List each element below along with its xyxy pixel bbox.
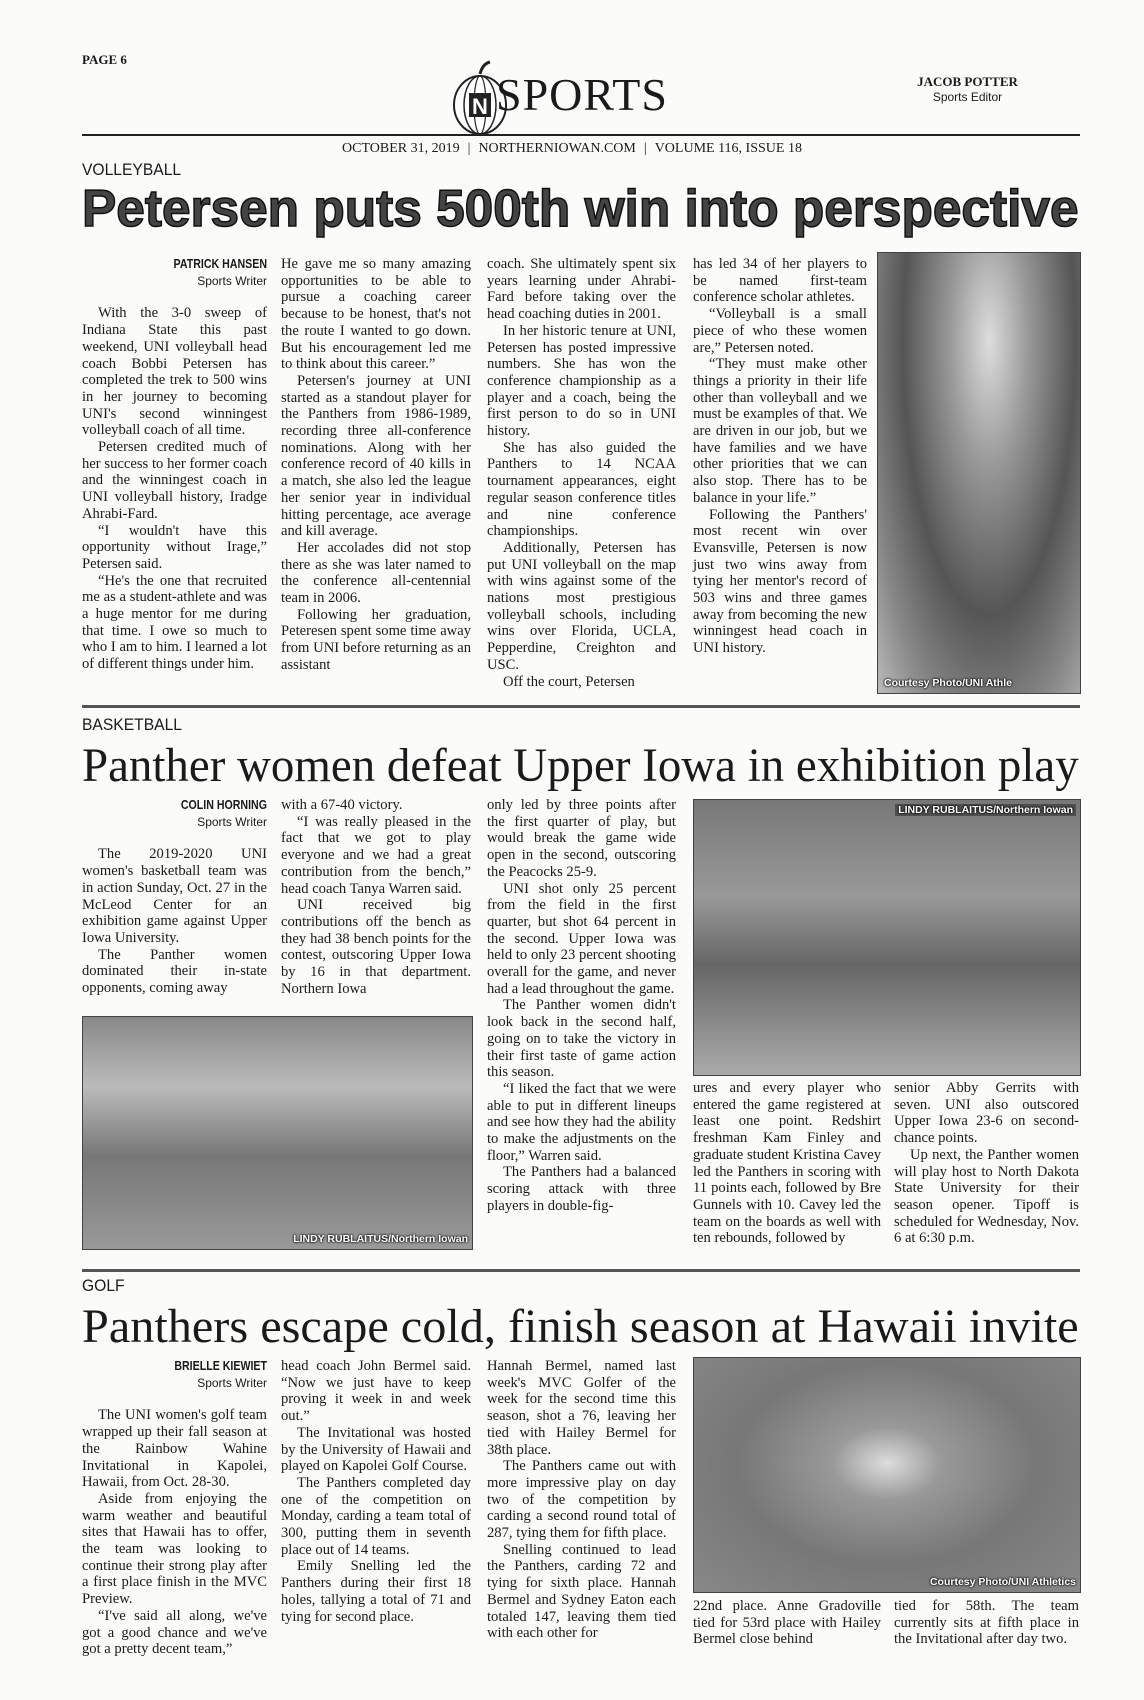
website-link[interactable]: NORTHERNIOWAN.COM xyxy=(478,141,636,156)
byline xyxy=(82,1358,267,1391)
paragraph-continued: senior Abby Gerrits with seven. UNI also outscored Upper Iowa 23-6 on second-chance points. xyxy=(894,1080,1079,1147)
article-column xyxy=(894,1080,1079,1247)
paragraph: Petersen credited much of her success to her former coach and the winningest coach in UNI volleyball history, Iradge Ahrabi-Fard. xyxy=(82,439,267,522)
section-kicker-golf: GOLF xyxy=(82,1276,125,1295)
article-column xyxy=(82,1358,267,1658)
paragraph: The Panther women dominated their in-state opponents, coming away xyxy=(82,946,267,997)
paragraph: “I've said all along, we've got a good chance and we've got a pretty decent team,” xyxy=(82,1607,267,1658)
article-column xyxy=(281,256,471,674)
headline-volleyball: Petersen puts 500th win into perspective xyxy=(82,180,1079,238)
paragraph: The 2019-2020 UNI women's basketball team was in action Sunday, Oct. 27 in the McLeod Center for an exhibition game against Upper Iowa University. xyxy=(82,846,267,946)
section-divider xyxy=(82,1269,1080,1272)
article-column xyxy=(693,1080,881,1247)
author-name: BRIELLE KIEWIET xyxy=(174,1359,267,1373)
paragraph-continued: Hannah Bermel, named last week's MVC Golfer of the week for the second time this season, shot a 76, leaving her tied with Hailey Bermel for 38th place. xyxy=(487,1358,676,1458)
editor-credit xyxy=(900,74,1035,104)
paragraph: UNI received big contributions off the bench as they had 38 bench points for the contest, outscoring Upper Iowa by 16 in that department. Northern Iowa xyxy=(281,897,471,997)
paragraph: Additionally, Petersen has put UNI volleyball on the map with wins against some of the nations most prestigious volleyball schools, including wins over Florida, UCLA, Pepperdine, Creighton and USC. xyxy=(487,539,676,673)
paragraph: Off the court, Petersen xyxy=(503,673,635,690)
paragraph: Snelling continued to lead the Panthers, carding 72 and tying for sixth place. Hannah Bermel and Sydney Eaton each totaled 147, leaving them tied with each other for xyxy=(487,1541,676,1642)
article-column xyxy=(82,797,267,997)
issue-date: OCTOBER 31, 2019 xyxy=(342,141,460,156)
paragraph-continued: coach. She ultimately spent six years learning under Ahrabi-Fard before taking over the head coaching duties in 2001. xyxy=(487,256,676,323)
team-huddle-photo xyxy=(693,799,1081,1076)
paragraph: Emily Snelling led the Panthers during their first 18 holes, tallying a total of 71 and tying for second place. xyxy=(281,1558,471,1625)
paragraph-continued: ures and every player who entered the game registered at least one point. Redshirt freshman Kam Finley and graduate student Kristina Cavey led the Panthers in scoring with 11 points each, followed by Bre Gunnels with 10. Cavey led the team on the boards as well with ten rebounds, followed by xyxy=(693,1080,881,1247)
paragraph: With the 3-0 sweep of Indiana State this past weekend, UNI volleyball head coach Bobbi Petersen has completed the trek to 500 wins in her journey to becoming UNI's second winningest volleyball coach of all time. xyxy=(82,305,267,439)
article-column xyxy=(82,256,267,673)
issue-number: VOLUME 116, ISSUE 18 xyxy=(654,141,802,156)
paragraph: The Invitational was hosted by the University of Hawaii and played on Kapolei Golf Course. xyxy=(281,1424,471,1475)
paragraph: The Panther women didn't look back in the second half, going on to take the victory in their first taste of game action this season. xyxy=(487,997,676,1081)
photo-caption: Courtesy Photo/UNI Athletics xyxy=(929,1576,1076,1588)
section-title: SPORTS xyxy=(496,69,668,120)
paragraph: Aside from enjoying the warm weather and beautiful sites that Hawaii has to offer, the team was looking to continue their strong play after a first place finish in the MVC Preview. xyxy=(82,1490,267,1608)
dateline: OCTOBER 31, 2019 | NORTHERNIOWAN.COM | VOLUME 116, ISSUE 18 xyxy=(342,141,802,156)
golfer-photo xyxy=(693,1357,1081,1593)
photo-caption: LINDY RUBLAITUS/Northern Iowan xyxy=(895,804,1076,816)
paragraph: “I liked the fact that we were able to put in different lineups and see how they had the ability to make the adjustments on the floor,” Warren said. xyxy=(487,1080,676,1164)
paragraph: UNI shot only 25 percent from the field in the first quarter, but shot 64 percent in the second. Upper Iowa was held to only 23 percent shooting overall for the game, and never had a lead throughout the game. xyxy=(487,880,676,997)
editor-name: JACOB POTTER xyxy=(917,74,1018,89)
author-role: Sports Writer xyxy=(197,814,267,829)
paragraph-continued: only led by three points after the first quarter of play, but would break the game wide open in the second, outscoring the Peacocks 25-9. xyxy=(487,797,676,880)
section-kicker-volleyball: VOLLEYBALL xyxy=(82,160,182,179)
paragraph: Her accolades did not stop there as she was later named to the conference all-centennial team in 2006. xyxy=(281,539,471,607)
logo-letter: N xyxy=(472,94,488,119)
headline-golf: Panthers escape cold, finish season at Hawaii invite xyxy=(82,1300,1079,1353)
editor-role: Sports Editor xyxy=(932,90,1003,104)
headline-basketball: Panther women defeat Upper Iowa in exhibition play xyxy=(82,739,1079,792)
author-name: PATRICK HANSEN xyxy=(173,257,267,271)
paragraph: The Panthers had a balanced scoring attack with three players in double-fig- xyxy=(487,1164,676,1214)
paragraph: “They must make other things a priority in their life other than volleyball and we must be examples of that. We are driven in our job, but we have families and we have other priorities that we can also stop. There has to be balance in your life.” xyxy=(693,356,867,506)
paragraph: The UNI women's golf team wrapped up their fall season at the Rainbow Wahine Invitational in Kapolei, Hawaii, from Oct. 28-30. xyxy=(82,1407,267,1491)
paragraph: Following the Panthers' most recent win over Evansville, Petersen is now just two wins away from tying her mentor's record of 503 wins and three games away from becoming the new winningest head coach in UNI history. xyxy=(693,506,867,657)
photo-caption: LINDY RUBLAITUS/Northern Iowan xyxy=(293,1233,468,1245)
paragraph: The Panthers came out with more impressive play on day two of the competition by carding a second round total of 287, tying them for fifth place. xyxy=(487,1458,676,1542)
author-role: Sports Writer xyxy=(197,273,267,288)
article-column xyxy=(693,256,867,657)
paragraph-continued: has led 34 of her players to be named first-team conference scholar athletes. xyxy=(693,256,867,306)
byline xyxy=(82,797,267,830)
article-column xyxy=(487,1358,676,1642)
coach-photo xyxy=(877,252,1081,694)
paragraph-continued: head coach John Bermel said. “Now we just have to keep proving it week in and week out.” xyxy=(281,1358,471,1425)
article-column xyxy=(487,797,676,1215)
section-kicker-basketball: BASKETBALL xyxy=(82,715,182,734)
article-column xyxy=(894,1598,1079,1648)
masthead-rule xyxy=(82,134,1080,136)
paragraph-continued: with a 67-40 victory. xyxy=(281,797,403,813)
paragraph: Following her graduation, Peteresen spent some time away from UNI before returning as an assistant xyxy=(281,606,471,673)
article-column xyxy=(281,797,471,997)
article-column xyxy=(281,1358,471,1625)
game-action-photo xyxy=(82,1016,473,1250)
author-name: COLIN HORNING xyxy=(180,798,267,812)
author-role: Sports Writer xyxy=(197,1375,267,1390)
paragraph: “Volleyball is a small piece of who these women are,” Petersen noted. xyxy=(693,306,867,356)
paragraph-continued: He gave me so many amazing opportunities to be able to pursue a coaching career because to be honest, that's not the route I wanted to go down. But his encouragement led me to think about this career.” xyxy=(281,256,471,373)
paragraph: Petersen's journey at UNI started as a standout player for the Panthers from 1986-1989, recording three all-conference nominations. Along with her conference record of 40 kills in a match, she also led the league her senior year in individual hitting percentage, ace average and kill average. xyxy=(281,372,471,540)
article-column xyxy=(693,1598,881,1648)
article-column xyxy=(487,256,676,690)
paragraph: Up next, the Panther women will play host to North Dakota State University for their season opener. Tipoff is scheduled for Wednesday, Nov. 6 at 6:30 p.m. xyxy=(894,1146,1079,1247)
photo-caption: Courtesy Photo/UNI Athle xyxy=(884,677,1012,689)
section-divider xyxy=(82,705,1080,708)
page-number: PAGE 6 xyxy=(82,52,127,67)
paragraph: “I wouldn't have this opportunity without Irage,” Petersen said. xyxy=(82,522,267,572)
paragraph-continued: 22nd place. Anne Gradoville tied for 53rd place with Hailey Bermel close behind xyxy=(693,1598,881,1648)
paragraph: In her historic tenure at UNI, Petersen has posted impressive numbers. She has won the conference championship as a player and a coach, being the first person to do so in UNI history. xyxy=(487,322,676,440)
paragraph: The Panthers completed day one of the competition on Monday, carding a team total of 300, putting them in seventh place out of 14 teams. xyxy=(281,1474,471,1558)
byline xyxy=(82,256,267,289)
paragraph-continued: tied for 58th. The team currently sits at fifth place in the Invitational after day two. xyxy=(894,1598,1079,1648)
paragraph: “I was really pleased in the fact that we got to play everyone and we had a great contribution from the bench,” head coach Tanya Warren said. xyxy=(281,813,471,897)
paragraph: She has also guided the Panthers to 14 NCAA tournament appearances, eight regular season conference titles and nine conference championships. xyxy=(487,439,676,540)
paragraph: “He's the one that recruited me as a student-athlete and was a huge mentor for me during that time. I owe so much to who I am to him. I learned a lot of different things under him. xyxy=(82,572,267,673)
